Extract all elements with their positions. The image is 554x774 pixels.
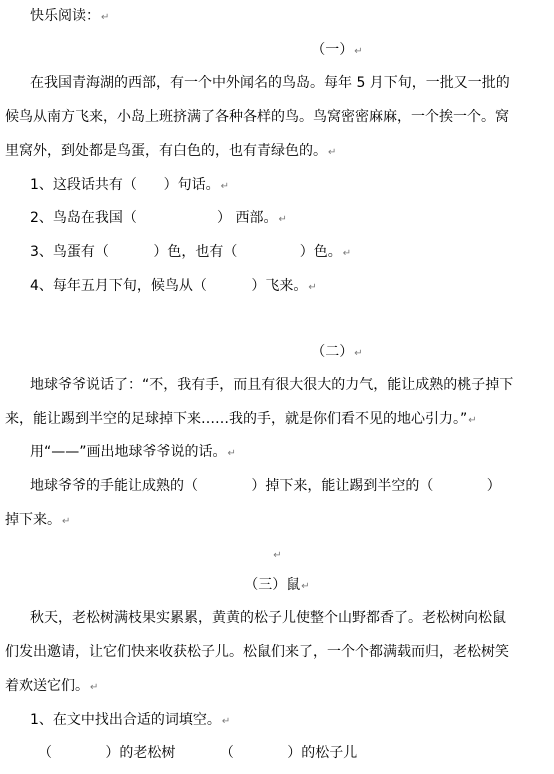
section-3-paragraph-line — [0, 676, 554, 696]
paragraph-mark-icon: ↵ — [342, 248, 352, 259]
section-title: （一） — [311, 42, 354, 58]
question-line — [0, 175, 554, 195]
section-3-paragraph-line — [0, 608, 554, 628]
empty-paragraph-line — [0, 544, 554, 564]
paragraph-mark-icon: ↵ — [62, 516, 71, 527]
question-text: （ ）的老松树 （ ）的松子儿 — [38, 745, 358, 761]
question-line — [0, 208, 554, 228]
section-3-title-line — [0, 575, 554, 595]
paragraph-mark-icon: ↵ — [354, 46, 363, 57]
paragraph-mark-icon: ↵ — [90, 682, 99, 693]
paragraph-mark-icon: ↵ — [308, 282, 317, 293]
section-2-title-line — [0, 342, 554, 362]
paragraph-text: 来，能让踢到半空的足球掉下来……我的手，就是你们看不见的地心引力。” — [5, 411, 468, 427]
question-text: 1、在文中找出合适的词填空。 — [30, 712, 221, 728]
question-text: 3、鸟蛋有（ ）色，也有（ ）色。 — [30, 244, 342, 260]
question-text: 地球爷爷的手能让成熟的（ ）掉下来，能让踢到半空的（ ） — [30, 478, 501, 494]
section-1-paragraph-line — [0, 141, 554, 161]
question-line — [0, 242, 554, 262]
question-line — [0, 276, 554, 296]
paragraph-mark-icon: ↵ — [328, 147, 337, 158]
section-title: （二） — [311, 344, 354, 360]
paragraph-text: 们发出邀请，让它们快来收获松子儿。松鼠们来了，一个个都满载而归，老松树笑 — [5, 644, 509, 660]
question-text: 掉下来。 — [5, 512, 61, 528]
paragraph-text: 里窝外，到处都是鸟蛋，有白色的，也有青绿色的。 — [5, 143, 327, 159]
paragraph-mark-icon: ↵ — [278, 214, 287, 225]
paragraph-mark-icon: ↵ — [221, 716, 231, 727]
paragraph-text: 候鸟从南方飞来，小岛上班挤满了各种各样的鸟。鸟窝密密麻麻，一个挨一个。窝 — [5, 109, 509, 125]
section-1-paragraph-line — [0, 107, 554, 127]
paragraph-text: 地球爷爷说话了：“不，我有手，而且有很大很大的力气，能让成熟的桃子掉下 — [30, 377, 514, 393]
paragraph-mark-icon: ↵ — [468, 415, 477, 426]
paragraph-text: 秋天，老松树满枝果实累累，黄黄的松子儿使整个山野都香了。老松树向松鼠 — [30, 610, 506, 626]
section-3-paragraph-line — [0, 642, 554, 662]
question-text: 1、这段话共有（ ）句话。 — [30, 177, 220, 193]
section-2-paragraph-line — [0, 375, 554, 395]
paragraph-mark-icon: ↵ — [101, 12, 110, 23]
heading: 快乐阅读： — [30, 8, 100, 24]
question-line — [0, 710, 554, 730]
question-line — [0, 476, 554, 496]
section-title: （三）鼠 — [244, 577, 301, 593]
paragraph-mark-icon: ↵ — [354, 348, 363, 359]
paragraph-text: 在我国青海湖的西部，有一个中外闻名的鸟岛。每年 5 月下旬，一批又一批的 — [30, 75, 510, 91]
paragraph-mark-icon: ↵ — [227, 448, 236, 459]
question-text: 用“——”画出地球爷爷说的话。 — [30, 444, 227, 460]
paragraph-mark-icon: ↵ — [301, 581, 310, 592]
paragraph-mark-icon: ↵ — [273, 550, 282, 561]
question-text: 4、每年五月下旬，候鸟从（ ）飞来。 — [30, 278, 308, 294]
question-text: 2、鸟岛在我国（ ） 西部。 — [30, 210, 278, 226]
section-1-title-line — [0, 40, 554, 60]
paragraph-text: 着欢送它们。 — [5, 678, 89, 694]
question-line — [0, 510, 554, 530]
question-line — [0, 743, 554, 763]
section-2-paragraph-line — [0, 409, 554, 429]
heading-line — [0, 6, 554, 26]
paragraph-mark-icon: ↵ — [220, 181, 229, 192]
section-1-paragraph-line — [0, 73, 554, 93]
question-line — [0, 442, 554, 462]
